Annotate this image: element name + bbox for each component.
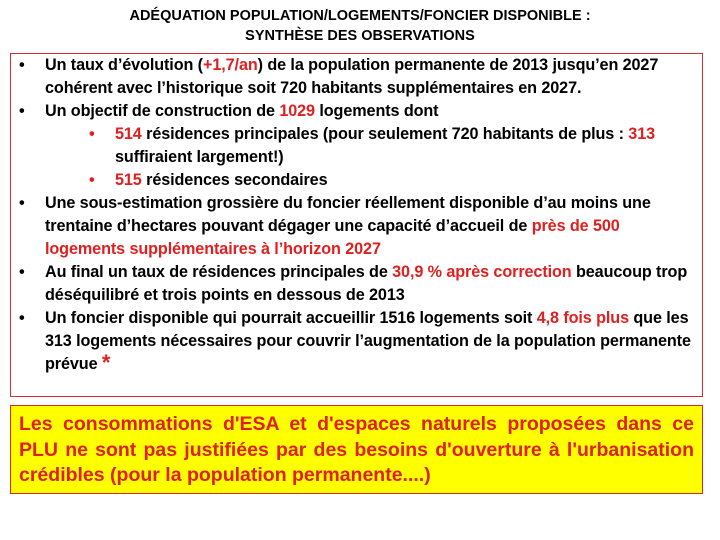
- bullet-text: que les 313 logements nécessaires pour couvrir l’augmentation de la population permanente prévue: [45, 309, 691, 373]
- bullet-dot: •: [19, 309, 25, 327]
- bullet-text: Un foncier disponible qui pourrait accueillir 1516 logements soit: [45, 309, 537, 327]
- capacity-multiplier: 4,8 fois plus: [536, 309, 629, 327]
- bullet-residence-rate: [11, 261, 702, 307]
- slide-title: [0, 6, 720, 46]
- bullet-construction-goal: [11, 100, 702, 192]
- secondary-residences-count: 515: [115, 171, 142, 189]
- extra-capacity: près de 500 logements supplémentaires à l’horizon 2027: [45, 217, 620, 258]
- sub-bullet-text: suffiraient largement!): [115, 148, 284, 166]
- bullet-land-capacity: [11, 307, 702, 376]
- needed-count: 313: [628, 125, 656, 143]
- bullet-dot: •: [19, 102, 25, 120]
- bullet-population-growth: [11, 54, 702, 100]
- bullet-text: Un objectif de construction de: [45, 102, 280, 120]
- sub-bullet-dot: •: [89, 125, 95, 143]
- bullet-text: Un taux d’évolution (: [45, 56, 203, 74]
- sub-bullet-secondary-residences: [45, 169, 698, 192]
- sub-bullet-text: résidences principales (pour seulement 720 habitants de plus :: [141, 125, 629, 143]
- title-line-1: ADÉQUATION POPULATION/LOGEMENTS/FONCIER DISPONIBLE :: [129, 8, 591, 24]
- title-line-2: SYNTHÈSE DES OBSERVATIONS: [245, 28, 475, 44]
- observations-box: [10, 53, 703, 397]
- construction-count: 1029: [279, 102, 315, 120]
- conclusion-box: Les consommations d'ESA et d'espaces naturels proposées dans ce PLU ne sont pas justifiées par des besoins d'ouverture à l'urbanisation crédibles (pour la population permanente....): [10, 405, 703, 494]
- growth-rate: +1,7/an: [202, 56, 258, 74]
- bullet-text: Au final un taux de résidences principales de: [45, 263, 393, 281]
- bullet-text: ) de la population permanente de 2013 jusqu’en 2027 cohérent avec l’historique soit 720 habitants supplémentaires en 2027.: [45, 56, 659, 97]
- bullet-text: beaucoup trop déséquilibré et trois points en dessous de 2013: [45, 263, 688, 304]
- sub-bullet-dot: •: [89, 171, 95, 189]
- corrected-rate: 30,9 % après correction: [392, 263, 572, 281]
- construction-sublist: [45, 123, 698, 192]
- observations-list: [11, 54, 702, 376]
- sub-bullet-main-residences: [45, 123, 698, 169]
- bullet-dot: •: [19, 194, 25, 212]
- sub-bullet-text: résidences secondaires: [141, 171, 328, 189]
- bullet-dot: •: [19, 56, 25, 74]
- main-residences-count: 514: [115, 125, 142, 143]
- bullet-text: logements dont: [314, 102, 439, 120]
- asterisk-footnote-marker: *: [101, 350, 111, 375]
- bullet-text: Une sous-estimation grossière du foncier réellement disponible d’au moins une trentaine d’hectares pouvant dégager une capacité d’accueil de: [45, 194, 651, 235]
- bullet-dot: •: [19, 263, 25, 281]
- bullet-land-underestimation: [11, 192, 702, 261]
